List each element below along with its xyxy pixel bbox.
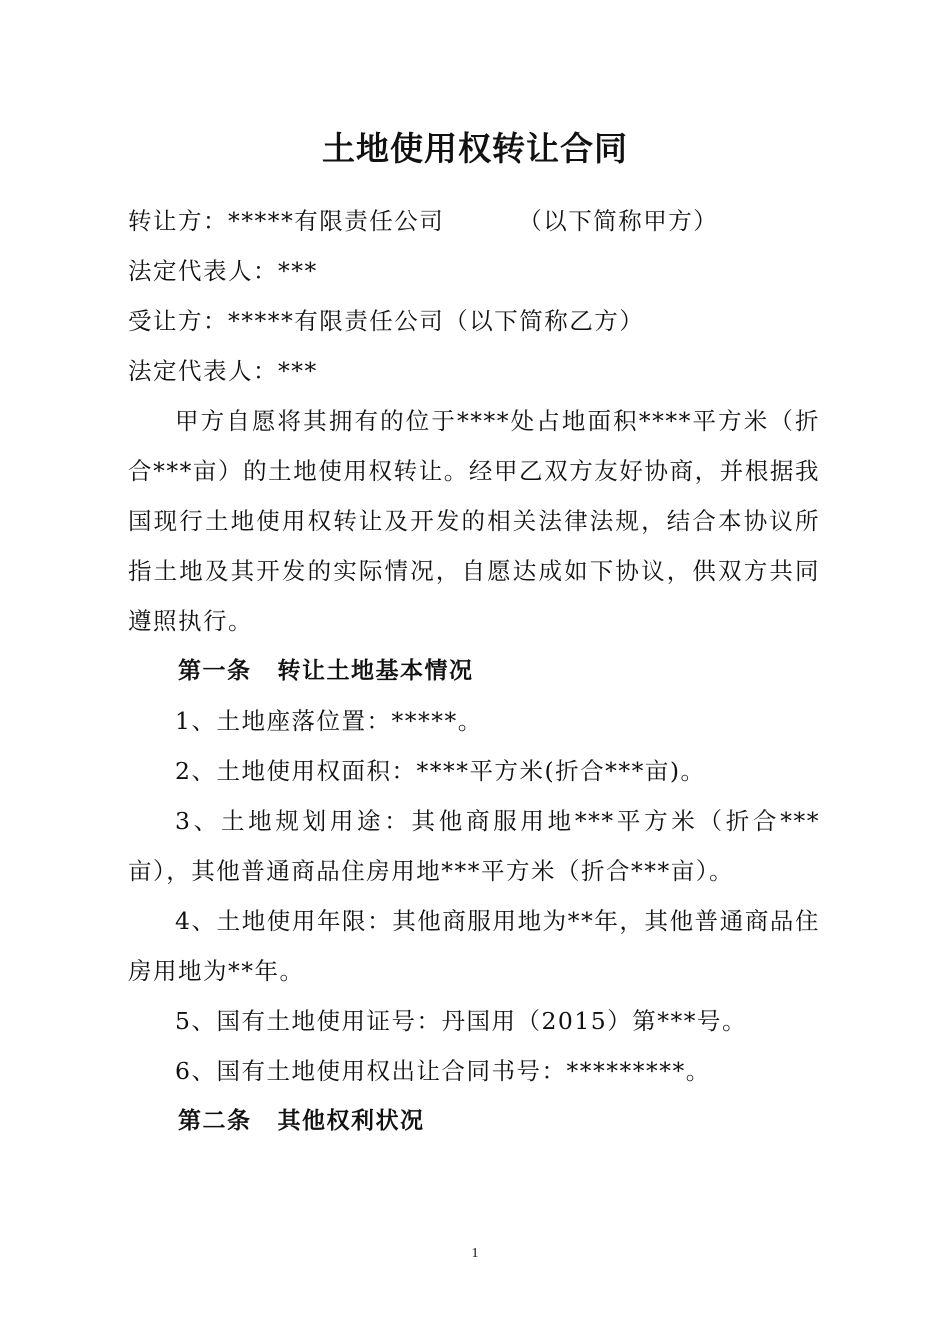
document-title: 土地使用权转让合同 — [322, 129, 628, 168]
page-number: 1 — [471, 1246, 479, 1261]
transferee-line: 受让方：*****有限责任公司（以下简称乙方） — [128, 307, 645, 335]
article-1-item-5: 5、国有土地使用证号：丹国用（2015）第***号。 — [175, 1007, 748, 1035]
transferor-line — [128, 196, 820, 246]
article-1-item-2: 2、土地使用权面积：****平方米(折合***亩)。 — [175, 757, 706, 785]
contract-body — [128, 196, 820, 1146]
article-2-heading — [128, 1096, 820, 1146]
article-1-item-6: 6、国有土地使用权出让合同书号：*********。 — [175, 1057, 711, 1085]
transferor-alias: （以下简称甲方） — [518, 207, 719, 235]
transferee-representative: 法定代表人：*** — [128, 357, 318, 385]
article-1-item-3: 3、土地规划用途：其他商服用地***平方米（折合***亩），其他普通商品住房用地***平方米（折合***亩）。 — [128, 807, 820, 885]
article-1-title: 转让土地基本情况 — [277, 658, 474, 684]
transferor-representative: 法定代表人：*** — [128, 257, 318, 285]
intro-paragraph: 甲方自愿将其拥有的位于****处占地面积****平方米（折合***亩）的土地使用权转让。经甲乙双方友好协商，并根据我国现行土地使用权转让及开发的相关法律法规，结合本协议所指土地及其开发的实际情况，自愿达成如下协议，供双方共同遵照执行。 — [128, 407, 820, 635]
article-1-number: 第一条 — [178, 658, 252, 684]
article-2-number: 第二条 — [178, 1108, 252, 1134]
article-1-heading — [128, 646, 820, 696]
article-1-item-4: 4、土地使用年限：其他商服用地为**年，其他普通商品住房用地为**年。 — [128, 907, 820, 985]
transferor-name: 转让方：*****有限责任公司 — [128, 207, 445, 235]
article-2-title: 其他权利状况 — [277, 1108, 425, 1134]
article-1-item-1: 1、土地座落位置：*****。 — [175, 707, 483, 735]
